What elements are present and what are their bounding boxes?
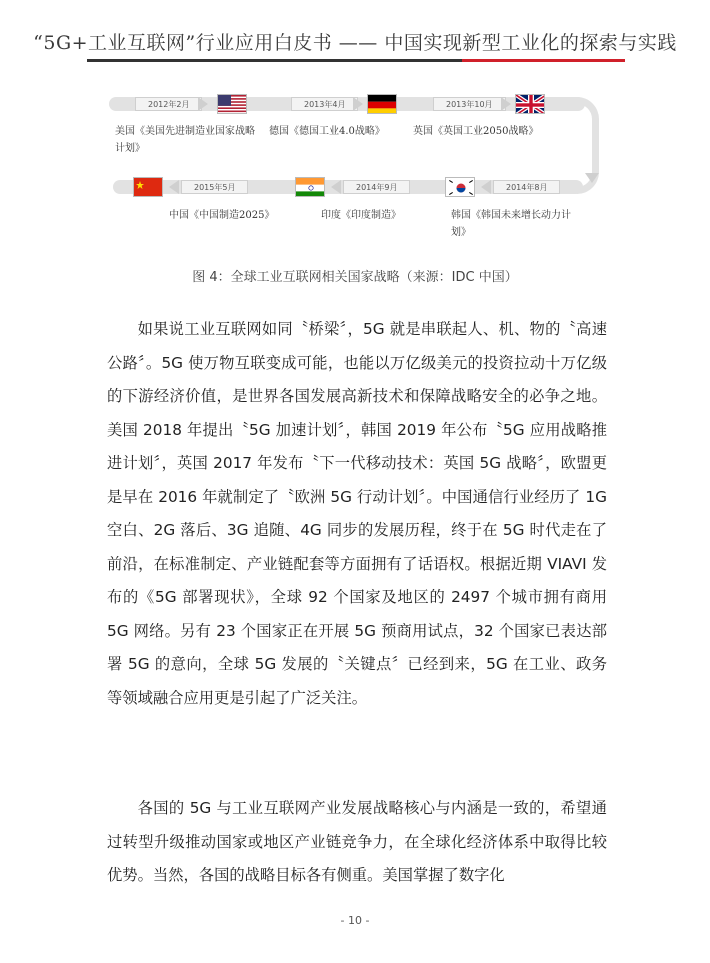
uk-flag-icon [515, 94, 545, 114]
strategy-timeline-figure [95, 85, 615, 245]
body-paragraph: 各国的 5G 与工业互联网产业发展战略核心与内涵是一致的，希望通过转型升级推动国家或地区产业链竞争力，在全球化经济体系中取得比较优势。当然，各国的战略目标各有侧重。美国掌握了数字化 [107, 799, 607, 884]
arrow-right-icon [353, 97, 363, 111]
korea-flag-icon [445, 177, 475, 197]
timeline-country-kr: 韩国《韩国未来增长动力计划》 [451, 210, 571, 238]
germany-flag-icon [367, 94, 397, 114]
timeline-date-de: 2013年4月 [291, 97, 358, 111]
china-flag-icon [133, 177, 163, 197]
india-flag-icon [295, 177, 325, 197]
timeline-country-de: 德国《德国工业4.0战略》 [269, 126, 385, 137]
page-number: - 10 - [340, 914, 370, 927]
timeline-date-cn: 2015年5月 [181, 180, 248, 194]
arrow-right-icon [501, 97, 511, 111]
arrow-left-icon [169, 180, 179, 194]
figure-caption: 图 4：全球工业互联网相关国家战略（来源：IDC 中国） [192, 270, 518, 285]
body-paragraph: 如果说工业互联网如同〝桥梁〞，5G 就是串联起人、机、物的〝高速公路〞。5G 使万物互联变成可能，也能以万亿级美元的投资拉动十万亿级的下游经济价值，是世界各国发展高新技术和保障战略安全的必争之地。美国 2018 年提出〝5G 加速计划〞，韩国 2019 年公布〝5G 应用战略推进计划〞，英国 2017 年发布〝下一代移动技术：英国 5G 战略〞，欧盟更是早在 2016 年就制定了〝欧洲 5G 行动计划〞。中国通信行业经历了 1G 空白、2G 落后、3G 追随、4G 同步的发展历程，终于在 5G 时代走在了前沿，在标准制定、产业链配套等方面拥有了话语权。根据近期 VIAVI 发布的《5G 部署现状》，全球 92 个国家及地区的 2497 个城市拥有商用 5G 网络。另有 23 个国家正在开展 5G 预商用试点，32 个国家已表达部署 5G 的意向，全球 5G 发展的〝关键点〞已经到来，5G 在工业、政务等领域融合应用更是引起了广泛关注。 [107, 320, 607, 707]
arrow-down-icon [585, 173, 599, 183]
header-rule-dark [87, 59, 462, 62]
timeline-date-us: 2012年2月 [135, 97, 202, 111]
timeline-country-uk: 英国《英国工业2050战略》 [413, 126, 539, 137]
header-rule-red [462, 59, 625, 62]
timeline-date-in: 2014年9月 [343, 180, 410, 194]
timeline-country-cn: 中国《中国制造2025》 [169, 210, 275, 221]
page-header-title: “5G+工业互联网”行业应用白皮书 —— 中国实现新型工业化的探索与实践 [33, 32, 677, 54]
us-flag-icon [217, 94, 247, 114]
timeline-country-in: 印度《印度制造》 [321, 210, 401, 221]
timeline-country-us: 美国《美国先进制造业国家战略计划》 [115, 126, 255, 154]
arrow-left-icon [481, 180, 491, 194]
arrow-right-icon [198, 97, 208, 111]
arrow-left-icon [331, 180, 341, 194]
timeline-date-kr: 2014年8月 [493, 180, 560, 194]
timeline-date-uk: 2013年10月 [433, 97, 506, 111]
